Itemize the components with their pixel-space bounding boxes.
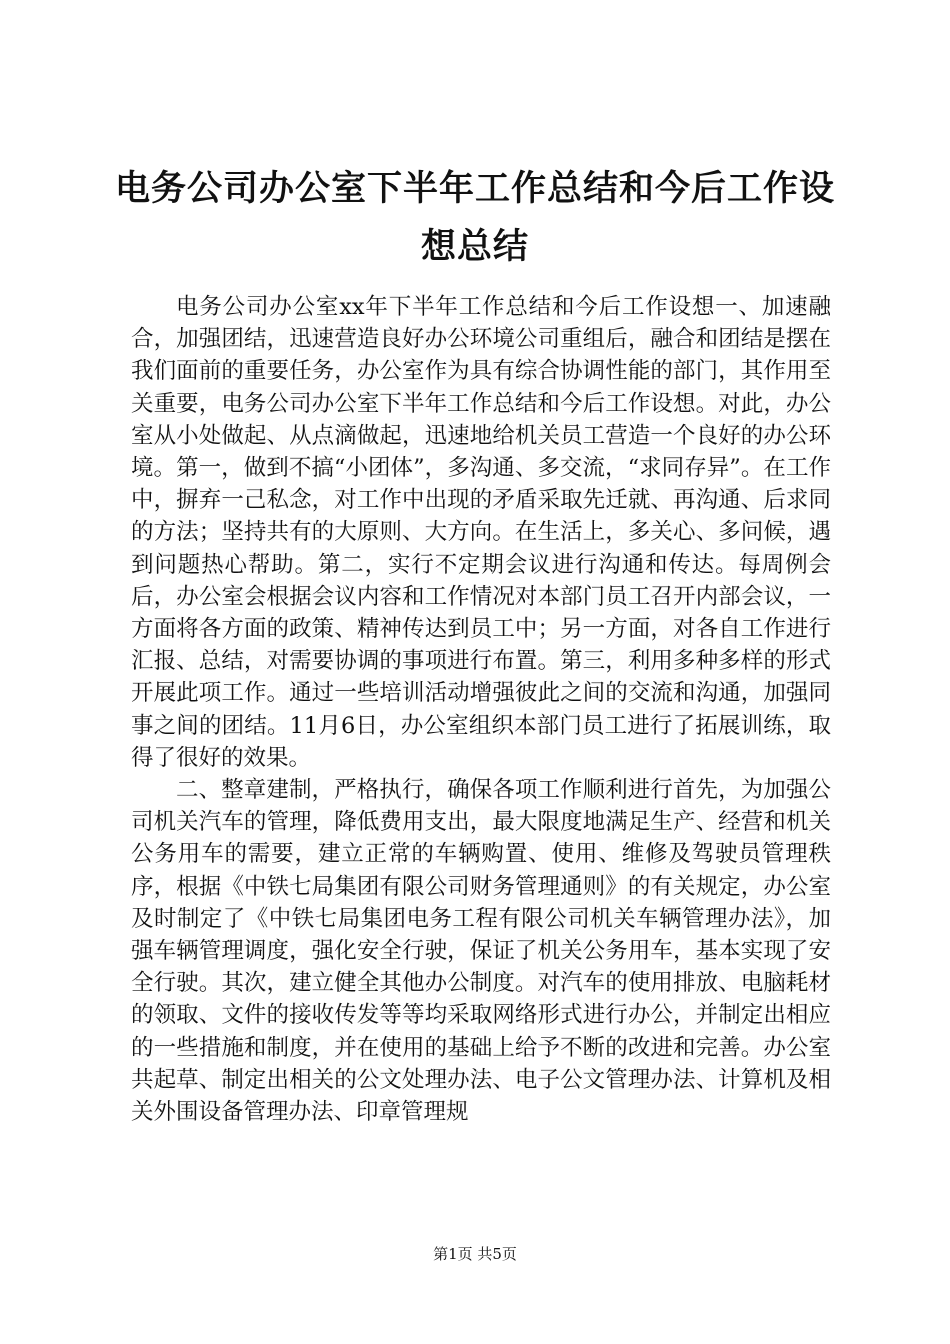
document-body <box>131 291 831 1128</box>
document-title: 电务公司办公室下半年工作总结和今后工作设想总结 <box>114 169 835 267</box>
paragraph-1: 电务公司办公室xx年下半年工作总结和今后工作设想一、加速融合，加强团结，迅速营造良好办公环境公司重组后，融合和团结是摆在我们面前的重要任务，办公室作为具有综合协调性能的部门，其作用至关重要，电务公司办公室下半年工作总结和今后工作设想。对此，办公室从小处做起、从点滴做起，迅速地给机关员工营造一个良好的办公环境。第一，做到不搞“小团体”，多沟通、多交流，“求同存异”。在工作中，摒弃一己私念，对工作中出现的矛盾采取先迁就、再沟通、后求同的方法；坚持共有的大原则、大方向。在生活上，多关心、多问候，遇到问题热心帮助。第二，实行不定期会议进行沟通和传达。每周例会后，办公室会根据会议内容和工作情况对本部门员工召开内部会议，一方面将各方面的政策、精神传达到员工中；另一方面，对各自工作进行汇报、总结，对需要协调的事项进行布置。第三，利用多种多样的形式开展此项工作。通过一些培训活动增强彼此之间的交流和沟通，加强同事之间的团结。11月6日，办公室组织本部门员工进行了拓展训练，取得了很好的效果。 <box>131 294 831 771</box>
paragraph-2: 二、整章建制，严格执行，确保各项工作顺利进行首先，为加强公司机关汽车的管理，降低费用支出，最大限度地满足生产、经营和机关公务用车的需要，建立正常的车辆购置、使用、维修及驾驶员管理秩序，根据《中铁七局集团有限公司财务管理通则》的有关规定，办公室及时制定了《中铁七局集团电务工程有限公司机关车辆管理办法》，加强车辆管理调度，强化安全行驶，保证了机关公务用车，基本实现了安全行驶。其次，建立健全其他办公制度。对汽车的使用排放、电脑耗材的领取、文件的接收传发等等均采取网络形式进行办公，并制定出相应的一些措施和制度，并在使用的基础上给予不断的改进和完善。办公室共起草、制定出相关的公文处理办法、电子公文管理办法、计算机及相关外围设备管理办法、印章管理规 <box>131 777 831 1126</box>
page-number-footer: 第1页 共5页 <box>433 1245 517 1263</box>
